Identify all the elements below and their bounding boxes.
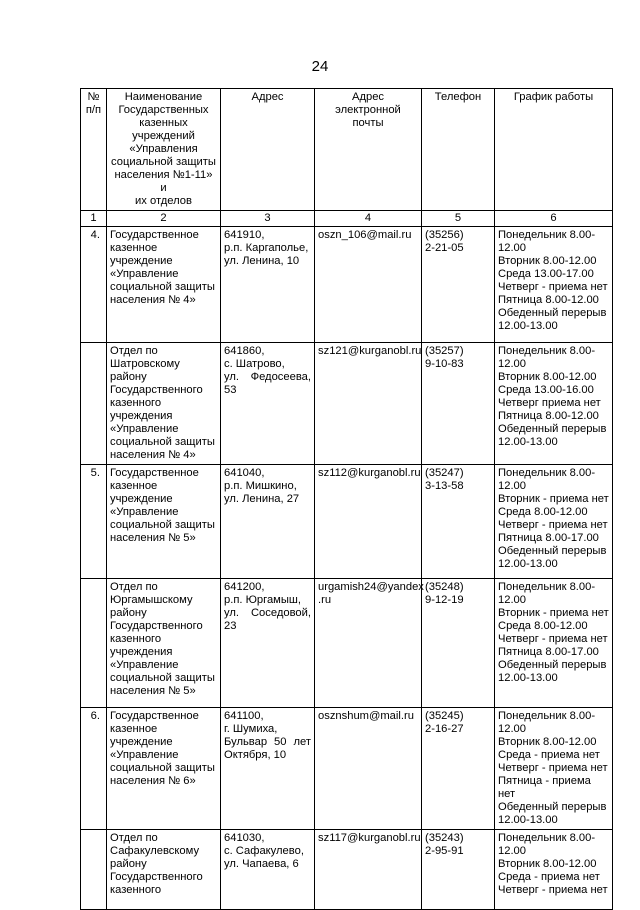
cell-address-line: ул. Соседовой, — [224, 607, 311, 619]
cell-name-line: населения № 5» — [110, 532, 196, 544]
cell-num — [81, 579, 107, 708]
cell-phone-line: (35247) — [425, 467, 464, 479]
cell-schedule-line: Среда - приема нет — [498, 749, 600, 761]
cell-name-line: Шатровскому району — [110, 358, 180, 383]
cell-schedule-line: Среда 8.00-12.00 — [498, 506, 588, 518]
cell-phone-line: 2-21-05 — [425, 242, 464, 254]
cell-phone-line: 3-13-58 — [425, 480, 464, 492]
cell-schedule-line: Обеденный перерыв — [498, 659, 607, 671]
cell-name-line: Государственного — [110, 384, 203, 396]
header-email-line: почты — [352, 117, 384, 129]
cell-schedule-line: Понедельник 8.00- — [498, 467, 596, 479]
cell-name-line: Государственное — [110, 229, 199, 241]
cell-num — [81, 343, 107, 465]
cell-address-line: ул. Чапаева, 6 — [224, 858, 299, 870]
cell-name-line: «Управление — [110, 659, 179, 671]
cell-address-line: 641030, — [224, 832, 265, 844]
cell-schedule-line: Обеденный перерыв — [498, 545, 607, 557]
cell-schedule-line: Понедельник 8.00- — [498, 710, 596, 722]
cell-name-line: району — [110, 607, 147, 619]
cell-schedule-line: 12.00-13.00 — [498, 672, 558, 684]
cell-name-line: Отдел по — [110, 581, 158, 593]
cell-schedule — [495, 343, 613, 465]
cell-num — [81, 830, 107, 910]
cell-address-line: с. Шатрово, — [224, 358, 285, 370]
cell-schedule — [495, 708, 613, 830]
cell-email-line[interactable]: sz117@kurganobl.ru — [318, 832, 421, 844]
header-address: Адрес — [221, 89, 315, 211]
header-name-line: учреждений — [132, 130, 195, 142]
cell-schedule-line: 12.00 — [498, 594, 526, 606]
cell-name-line: населения № 4» — [110, 294, 196, 306]
cell-phone-line: 9-12-19 — [425, 594, 464, 606]
cell-name-line: социальной защиты — [110, 672, 215, 684]
header-schedule: График работы — [495, 89, 613, 211]
header-name-line: Наименование — [124, 91, 203, 103]
cell-name-line: населения № 5» — [110, 685, 196, 697]
header-num-line: № — [87, 91, 100, 103]
page-number: 24 — [311, 58, 329, 75]
cell-schedule-line: Четверг - приема нет — [498, 633, 608, 645]
header-name-line: их отделов — [135, 195, 192, 207]
cell-name-line: учреждения — [110, 646, 173, 658]
header-email — [315, 89, 422, 211]
cell-email — [315, 830, 422, 910]
cell-name-line: населения № 4» — [110, 449, 196, 461]
cell-phone — [422, 579, 495, 708]
column-index-row — [81, 211, 613, 227]
cell-schedule-line: 12.00-13.00 — [498, 814, 558, 826]
cell-name-line: казенное учреждение — [110, 242, 173, 267]
cell-name-line: казенное учреждение — [110, 480, 173, 505]
cell-schedule-line: Вторник - приема нет — [498, 493, 609, 505]
cell-email — [315, 343, 422, 465]
cell-name-line: социальной защиты — [110, 519, 215, 531]
header-name-line: казенных — [139, 117, 188, 129]
cell-schedule-line: 12.00 — [498, 242, 526, 254]
cell-name — [107, 579, 221, 708]
cell-email-line[interactable]: oszn_106@mail.ru — [318, 229, 412, 241]
cell-phone-line: 2-95-91 — [425, 845, 464, 857]
header-email-line: Адрес электронной — [335, 91, 401, 116]
cell-schedule-line: Среда 8.00-12.00 — [498, 620, 588, 632]
header-name-line: «Управления — [129, 143, 198, 155]
column-index: 1 — [81, 211, 107, 227]
header-name — [107, 89, 221, 211]
cell-phone-line: (35256) — [425, 229, 464, 241]
cell-schedule-line: 12.00 — [498, 723, 526, 735]
cell-name-line: казенное учреждение — [110, 723, 173, 748]
header-name-line: социальной защиты — [111, 156, 216, 168]
cell-phone-line: 2-16-27 — [425, 723, 464, 735]
cell-name-line: Отдел по — [110, 832, 158, 844]
cell-address — [221, 579, 315, 708]
cell-phone-line: (35248) — [425, 581, 464, 593]
cell-address-line: Октября, 10 — [224, 749, 287, 761]
cell-name — [107, 465, 221, 579]
cell-email — [315, 708, 422, 830]
cell-schedule-line: Обеденный перерыв — [498, 307, 607, 319]
table-row — [81, 227, 613, 343]
cell-schedule-line: Пятница 8.00-17.00 — [498, 646, 599, 658]
cell-phone-line: (35243) — [425, 832, 464, 844]
cell-schedule-line: Понедельник 8.00- — [498, 832, 596, 844]
cell-schedule-line: Понедельник 8.00- — [498, 229, 596, 241]
cell-name — [107, 830, 221, 910]
header-name-line: населения №1-11» и — [114, 169, 213, 194]
cell-email — [315, 579, 422, 708]
cell-phone — [422, 227, 495, 343]
cell-address-line: ул. Федосеева, — [224, 371, 311, 383]
cell-schedule-line: Среда 13.00-16.00 — [498, 384, 594, 396]
cell-schedule-line: Вторник 8.00-12.00 — [498, 858, 597, 870]
cell-schedule-line: Вторник 8.00-12.00 — [498, 371, 597, 383]
cell-schedule-line: 12.00-13.00 — [498, 558, 558, 570]
cell-schedule-line: Вторник 8.00-12.00 — [498, 255, 597, 267]
cell-name — [107, 708, 221, 830]
cell-address-line: 641200, — [224, 581, 265, 593]
cell-schedule-line: 12.00 — [498, 845, 526, 857]
cell-num: 5. — [81, 465, 107, 579]
table-row — [81, 343, 613, 465]
column-index: 2 — [107, 211, 221, 227]
cell-schedule-line: 12.00-13.00 — [498, 320, 558, 332]
cell-name-line: Юргамышскому — [110, 594, 193, 606]
cell-email-line[interactable]: .ru — [318, 594, 332, 606]
cell-num: 4. — [81, 227, 107, 343]
cell-name-line: учреждения — [110, 410, 173, 422]
cell-name-line: Государственного — [110, 871, 203, 883]
column-index: 6 — [495, 211, 613, 227]
cell-address-line: р.п. Каргаполье, — [224, 242, 309, 254]
table-row — [81, 579, 613, 708]
cell-schedule-line: 12.00 — [498, 480, 526, 492]
cell-schedule — [495, 465, 613, 579]
cell-phone-line: 9-10-83 — [425, 358, 464, 370]
cell-email-line[interactable]: sz112@kurganobl.ru — [318, 467, 421, 479]
cell-num: 6. — [81, 708, 107, 830]
cell-email-line[interactable]: urgamish24@yandex — [318, 581, 424, 593]
cell-name-line: Сафакулевскому — [110, 845, 200, 857]
cell-schedule-line: Пятница 8.00-12.00 — [498, 410, 599, 422]
cell-schedule-line: Среда 13.00-17.00 — [498, 268, 594, 280]
cell-name-line: Государственное — [110, 710, 199, 722]
table-header-row — [81, 89, 613, 211]
cell-phone-line: (35257) — [425, 345, 464, 357]
cell-name-line: социальной защиты — [110, 436, 215, 448]
cell-name-line: Государственного — [110, 620, 203, 632]
offices-table — [80, 88, 613, 910]
cell-name-line: населения № 6» — [110, 775, 196, 787]
cell-email-line[interactable]: osznshum@mail.ru — [318, 710, 414, 722]
cell-address-line: ул. Ленина, 10 — [224, 255, 300, 267]
cell-schedule-line: Вторник - приема нет — [498, 607, 609, 619]
cell-address — [221, 227, 315, 343]
cell-address — [221, 343, 315, 465]
cell-name-line: казенного — [110, 633, 162, 645]
cell-schedule — [495, 830, 613, 910]
cell-schedule-line: Обеденный перерыв — [498, 423, 607, 435]
cell-schedule-line: Пятница 8.00-17.00 — [498, 532, 599, 544]
cell-schedule-line: Вторник 8.00-12.00 — [498, 736, 597, 748]
cell-address-line: Бульвар 50 лет — [224, 736, 311, 748]
column-index: 3 — [221, 211, 315, 227]
cell-address-line: 641860, — [224, 345, 265, 357]
cell-schedule-line: Обеденный перерыв — [498, 801, 607, 813]
cell-address — [221, 830, 315, 910]
cell-address-line: 641910, — [224, 229, 265, 241]
cell-address — [221, 708, 315, 830]
cell-schedule-line: Понедельник 8.00- — [498, 345, 596, 357]
cell-name — [107, 343, 221, 465]
cell-name-line: Отдел по — [110, 345, 158, 357]
cell-schedule-line: Четверг приема нет — [498, 397, 601, 409]
cell-schedule-line: 12.00-13.00 — [498, 436, 558, 448]
cell-schedule-line: Пятница 8.00-12.00 — [498, 294, 599, 306]
cell-name-line: «Управление — [110, 268, 179, 280]
cell-name-line: «Управление — [110, 749, 179, 761]
cell-name-line: району — [110, 858, 147, 870]
table-row — [81, 465, 613, 579]
table-row — [81, 830, 613, 910]
cell-address-line: 641100, — [224, 710, 264, 722]
cell-name-line: социальной защиты — [110, 281, 215, 293]
cell-email — [315, 227, 422, 343]
cell-address-line: ул. Ленина, 27 — [224, 493, 300, 505]
cell-address-line: р.п. Юргамыш, — [224, 594, 302, 606]
header-num — [81, 89, 107, 211]
cell-schedule-line: 12.00 — [498, 358, 526, 370]
cell-name-line: «Управление — [110, 506, 179, 518]
cell-phone — [422, 465, 495, 579]
cell-address-line: с. Сафакулево, — [224, 845, 304, 857]
column-index: 5 — [422, 211, 495, 227]
column-index: 4 — [315, 211, 422, 227]
cell-phone — [422, 708, 495, 830]
cell-schedule — [495, 227, 613, 343]
cell-phone — [422, 343, 495, 465]
cell-address-line: 53 — [224, 384, 237, 396]
cell-name-line: Государственное — [110, 467, 199, 479]
cell-name-line: казенного — [110, 397, 162, 409]
cell-schedule-line: Пятница - приема — [498, 775, 591, 787]
cell-schedule-line: Четверг - приема нет — [498, 884, 608, 896]
cell-address-line: 641040, — [224, 467, 265, 479]
cell-schedule-line: Понедельник 8.00- — [498, 581, 596, 593]
cell-phone — [422, 830, 495, 910]
cell-schedule-line: нет — [498, 788, 516, 800]
cell-email-line[interactable]: sz121@kurganobl.ru — [318, 345, 422, 357]
cell-name — [107, 227, 221, 343]
cell-address-line: р.п. Мишкино, — [224, 480, 297, 492]
cell-address-line: 23 — [224, 620, 237, 632]
cell-schedule-line: Четверг - приема нет — [498, 281, 608, 293]
cell-email — [315, 465, 422, 579]
header-name-line: Государственных — [118, 104, 209, 116]
cell-address-line: г. Шумиха, — [224, 723, 278, 735]
cell-address — [221, 465, 315, 579]
cell-name-line: «Управление — [110, 423, 179, 435]
cell-schedule-line: Четверг - приема нет — [498, 519, 608, 531]
cell-phone-line: (35245) — [425, 710, 464, 722]
cell-name-line: социальной защиты — [110, 762, 215, 774]
cell-name-line: казенного — [110, 884, 162, 896]
header-phone: Телефон — [422, 89, 495, 211]
header-num-line: п/п — [85, 104, 102, 116]
cell-schedule-line: Среда - приема нет — [498, 871, 600, 883]
cell-schedule-line: Четверг - приема нет — [498, 762, 608, 774]
table-row — [81, 708, 613, 830]
cell-schedule — [495, 579, 613, 708]
